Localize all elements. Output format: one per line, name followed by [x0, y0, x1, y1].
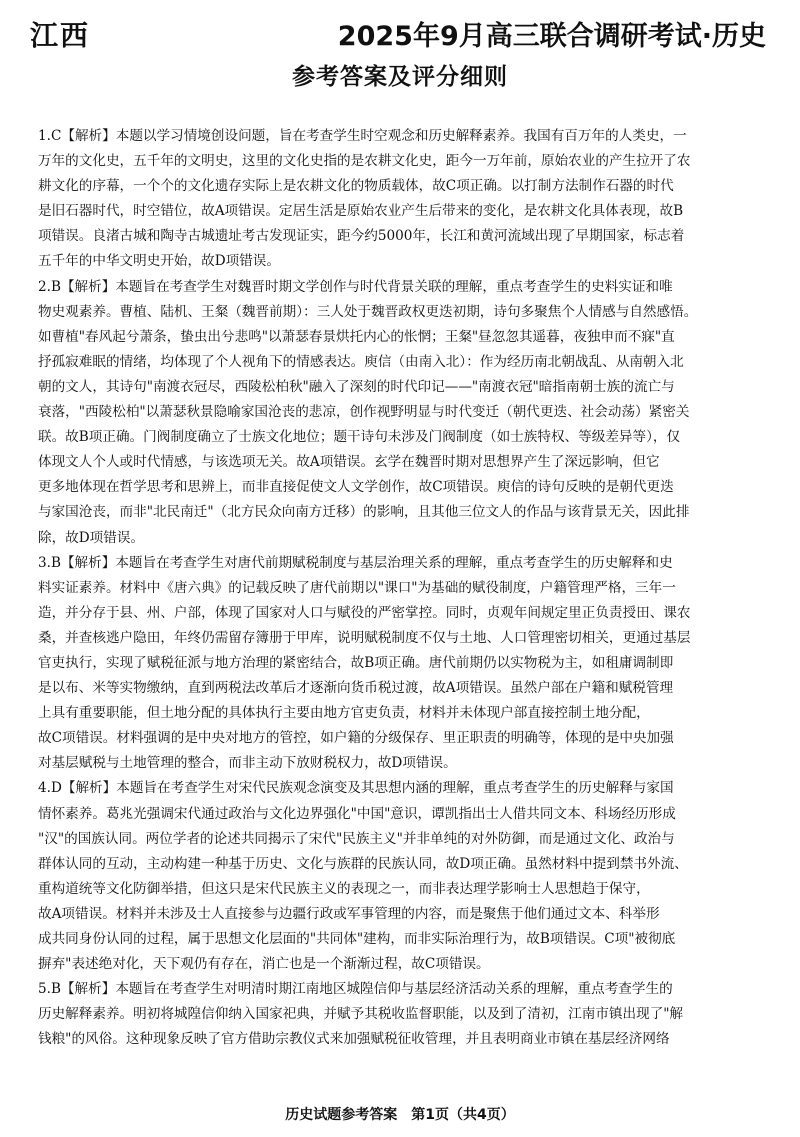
text-line: 对基层赋税与土地管理的整合，而非主动下放财税权力，故D项错误。 — [38, 755, 457, 772]
text-line: 3.B【解析】本题旨在考查学生对唐代前期赋税制度与基层治理关系的理解，重点考查学生的历史解释和史 — [38, 554, 673, 571]
text-line: 料实证素养。材料中《唐六典》的记载反映了唐代前期以"课口"为基础的赋役制度，户籍管理严格，三年一 — [38, 579, 676, 596]
page-header — [0, 0, 800, 110]
text-line: 官吏执行，实现了赋税征派与地方治理的紧密结合，故B项正确。唐代前期仍以实物税为主，如租庸调制即 — [38, 654, 674, 671]
text-line: 历史解释素养。明初将城隍信仰纳入国家祀典，并赋予其税收监督职能，以及到了清初，江南市镇出现了"解 — [38, 1006, 684, 1023]
text-line: 联。故B项正确。门阀制度确立了士族文化地位；题干诗句未涉及门阀制度（如士族特权、等级差异等），仅 — [38, 429, 681, 446]
text-line: 更多地体现在哲学思考和思辨上，而非直接促使文人文学创作，故C项错误。庾信的诗句反映的是朝代更迭 — [38, 479, 674, 496]
text-line: 5.B【解析】本题旨在考查学生对明清时期江南地区城隍信仰与基层经济活动关系的理解，重点考查学生的 — [38, 981, 673, 998]
text-line: 造，并分存于县、州、户部，体现了国家对人口与赋役的严密掌控。同时，贞观年间规定里正负责授田、课农 — [38, 604, 691, 621]
text-line: 重构道统等文化防御举措，但这只是宋代民族主义的表现之一，而非表达理学影响士人思想趋于保守， — [38, 880, 650, 897]
text-line: 钱粮"的风俗。这种现象反映了官方借助宗教仪式来加强赋税征收管理，并且表明商业市镇在基层经济网络 — [38, 1031, 670, 1048]
exam-title: 2025年9月高三联合调研考试·历史 — [337, 21, 766, 52]
text-line: 耕文化的序幕，一个个的文化遗存实际上是农耕文化的物质载体，故C项正确。以打制方法制作石器的时代 — [38, 178, 674, 195]
page-subtitle: 参考答案及评分细则 — [292, 64, 508, 90]
text-line: 项错误。良渚古城和陶寺古城遗址考古发现证实，距今约5000年，长江和黄河流域出现了早期国家，标志着 — [38, 228, 685, 245]
text-line: 2.B【解析】本题旨在考查学生对魏晋时期文学创作与时代背景关联的理解，重点考查学生的史料实证和唯 — [38, 278, 673, 295]
answer-item-5 — [38, 977, 772, 1052]
text-line: "汉"的国族认同。两位学者的论述共同揭示了宋代"民族主义"并非单纯的对外防御，而是通过文化、政治与 — [38, 830, 675, 847]
text-line: 朝的文人，其诗句"南渡衣冠尽，西陵松柏秋"融入了深刻的时代印记——"南渡衣冠"暗指南朝士族的流亡与 — [38, 378, 675, 395]
answer-item-4 — [38, 776, 772, 977]
text-line: 成共同身份认同的过程，属于思想文化层面的"共同体"建构，而非实际治理行为，故B项错误。C项"被彻底 — [38, 931, 676, 947]
text-line: 故A项错误。材料并未涉及士人直接参与边疆行政或军事管理的内容，而是聚焦于他们通过文本、科举形 — [38, 905, 660, 922]
text-line: 与家国沧丧，而非"北民南迁"（北方民众向南方迁移）的影响，且其他三位文人的作品与该背景无关，因此排 — [38, 504, 690, 521]
text-line: 衰落，"西陵松柏"以萧瑟秋景隐喻家国沧丧的悲凉，创作视野明显与时代变迁（朝代更迭、社会动荡）紧密关 — [38, 404, 690, 421]
text-line: 体现文人个人或时代情感，与该选项无关。故A项错误。玄学在魏晋时期对思想界产生了深远影响，但它 — [38, 454, 660, 471]
text-line: 桑，并查核逃户隐田，年终仍需留存簿册于甲库，说明赋税制度不仅与土地、人口管理密切相关，更通过基层 — [38, 629, 691, 646]
text-line: 万年的文化史，五千年的文明史，这里的文化史指的是农耕文化史，距今一万年前，原始农业的产生拉开了农 — [38, 153, 691, 170]
text-line: 上具有重要职能，但土地分配的具体执行主要由地方官吏负责，材料并未体现户部直接控制土地分配， — [38, 705, 650, 722]
answer-list — [38, 124, 772, 1052]
region-label: 江西 — [30, 19, 91, 52]
text-line: 情怀素养。葛兆光强调宋代通过政治与文化边界强化"中国"意识，谭凯指出士人借共同文本、科场经历形成 — [38, 805, 676, 822]
text-line: 摒弃"表述绝对化，天下观仍有存在，消亡也是一个渐渐过程，故C项错误。 — [38, 956, 490, 973]
text-line: 1.C【解析】本题以学习情境创设问题，旨在考查学生时空观念和历史解释素养。我国有百万年的人类史，一 — [38, 128, 687, 144]
text-line: 群体认同的互动，主动构建一种基于历史、文化与族群的民族认同，故D项正确。虽然材料中提到禁书外流、 — [38, 855, 688, 872]
text-line: 五千年的中华文明史开始，故D项错误。 — [38, 253, 280, 270]
text-line: 是以布、米等实物缴纳，直到两税法改革后才逐渐向货币税过渡，故A项错误。虽然户部在户籍和赋税管理 — [38, 680, 674, 697]
text-line: 4.D【解析】本题旨在考查学生对宋代民族观念演变及其思想内涵的理解，重点考查学生的历史解释与家国 — [38, 780, 674, 797]
text-line: 除，故D项错误。 — [38, 529, 145, 546]
text-line: 故C项错误。材料强调的是中央对地方的管控，如户籍的分级保存、里正职责的明确等，体现的是中央加强 — [38, 730, 674, 747]
text-line: 物史观素养。曹植、陆机、王粲（魏晋前期）：三人处于魏晋政权更迭初期，诗句多聚焦个人情感与自然感悟。 — [38, 303, 698, 320]
answer-item-1 — [38, 124, 772, 275]
text-line: 抒孤寂难眠的情绪，均体现了个人视角下的情感表达。庾信（由南入北）：作为经历南北朝战乱、从南朝入北 — [38, 353, 684, 370]
answer-item-2 — [38, 275, 772, 551]
text-line: 是旧石器时代，时空错位，故A项错误。定居生活是原始农业产生后带来的变化，是农耕文化具体表现，故B — [38, 203, 684, 220]
answer-item-3 — [38, 551, 772, 777]
page-footer: 历史试题参考答案 第1页（共4页） — [285, 1107, 515, 1123]
text-line: 如曹植"春风起兮萧条，蛰虫出兮悲鸣"以萧瑟春景烘托内心的怅惘；王粲"昼忽忽其遥暮，夜独申而不寐"直 — [38, 328, 675, 345]
